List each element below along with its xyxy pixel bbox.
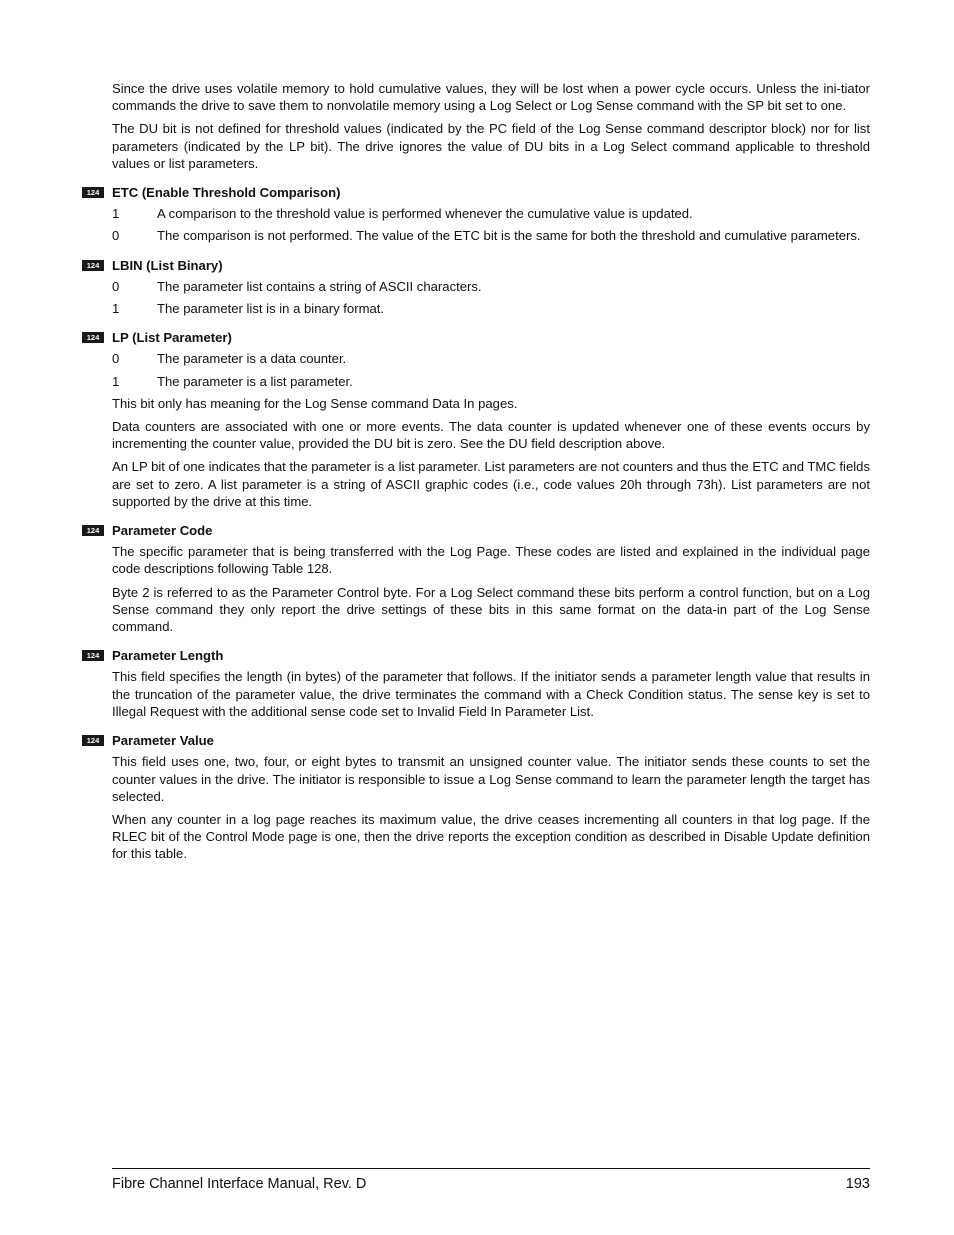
item-value: 1: [112, 301, 120, 317]
section-paragraph: This field specifies the length (in bytes) of the parameter that follows. If the initiator sends a parameter length value that results in the truncation of the parameter value, the drive terminates the command with a Check Condition status. The sense key is set to Illegal Request with the additional sense code set to Invalid Field In Parameter List.: [112, 669, 870, 719]
item-text: The parameter is a list parameter.: [157, 373, 353, 389]
list-item: [112, 300, 870, 317]
item-value: 0: [112, 351, 120, 367]
section-heading: LP (List Parameter): [112, 330, 232, 346]
item-text: The parameter list is in a binary format.: [157, 301, 385, 317]
section-heading: LBIN (List Binary): [112, 257, 223, 273]
list-item: [112, 350, 870, 367]
section-parameter-value: [86, 732, 870, 862]
table-ref-tag: 124: [82, 260, 104, 271]
page-content: [86, 80, 870, 869]
table-ref-tag: 124: [82, 525, 104, 536]
item-text: The parameter list contains a string of ASCII characters.: [157, 278, 482, 294]
intro-paragraph: Since the drive uses volatile memory to hold cumulative values, they will be lost when a power cycle occurs. Unless the ini-tiator commands the drive to save them to nonvolatile memory using a Log Select or Log Sense command with the SP bit set to one.: [112, 81, 870, 114]
section-paragraph: When any counter in a log page reaches its maximum value, the drive ceases incrementing all counters in that log page. If the RLEC bit of the Control Mode page is one, then the drive reports the exception condition as described in Disable Update definition for this table.: [112, 811, 870, 862]
item-text: A comparison to the threshold value is performed whenever the cumulative value is updated.: [157, 206, 693, 222]
table-ref-tag: 124: [82, 332, 104, 343]
list-item: [112, 205, 870, 222]
table-ref-tag: 124: [82, 650, 104, 661]
section-paragraph: This bit only has meaning for the Log Sense command Data In pages.: [112, 395, 518, 411]
item-text: The comparison is not performed. The value of the ETC bit is the same for both the threshold and cumulative parameters.: [157, 228, 861, 244]
section-paragraph: This field uses one, two, four, or eight bytes to transmit an unsigned counter value. The initiator sends these counts to set the counter values in the drive. The initiator is responsible to issue a Log Sense command to learn the parameter length the target has selected.: [112, 754, 870, 804]
intro-paragraph: The DU bit is not defined for threshold values (indicated by the PC field of the Log Sense command descriptor block) nor for list parameters (indicated by the LP bit). The drive ignores the value of DU bits in a Log Select command applicable to threshold values or list parameters.: [112, 121, 870, 171]
section-etc: [86, 184, 870, 245]
section-parameter-length: [86, 647, 870, 720]
page-footer: [112, 1168, 870, 1192]
section-paragraph: The specific parameter that is being transferred with the Log Page. These codes are listed and explained in the individual page code descriptions following Table 128.: [112, 544, 870, 577]
section-paragraph: Data counters are associated with one or more events. The data counter is updated whenever one of these events occurs by incrementing the counter value, provided the DU bit is zero. See the DU field description above.: [112, 419, 870, 452]
section-paragraph: Byte 2 is referred to as the Parameter Control byte. For a Log Select command these bits perform a control function, but on a Log Sense command they only report the drive settings of these bits in this same format on the data-in part of the Log Sense command.: [112, 584, 870, 635]
footer-title: Fibre Channel Interface Manual, Rev. D: [112, 1176, 367, 1192]
section-heading: Parameter Code: [112, 523, 213, 539]
section-lbin: [86, 257, 870, 318]
table-ref-tag: 124: [82, 735, 104, 746]
section-paragraph: An LP bit of one indicates that the parameter is a list parameter. List parameters are not counters and thus the ETC and TMC fields are set to zero. A list parameter is a string of ASCII graphic codes (i.e., code values 20h through 73h). List parameters are not supported by the drive at this time.: [112, 459, 870, 509]
page-number: 193: [845, 1176, 870, 1192]
list-item: [112, 373, 870, 390]
section-parameter-code: [86, 522, 870, 635]
item-value: 1: [112, 206, 120, 222]
item-text: The parameter is a data counter.: [157, 351, 347, 367]
list-item: [112, 278, 870, 295]
section-heading: ETC (Enable Threshold Comparison): [112, 185, 341, 201]
item-value: 1: [112, 373, 120, 389]
list-item: [112, 227, 870, 244]
item-value: 0: [112, 228, 120, 244]
section-heading: Parameter Length: [112, 648, 224, 664]
table-ref-tag: 124: [82, 187, 104, 198]
section-lp: [86, 329, 870, 510]
item-value: 0: [112, 278, 120, 294]
section-heading: Parameter Value: [112, 733, 214, 749]
